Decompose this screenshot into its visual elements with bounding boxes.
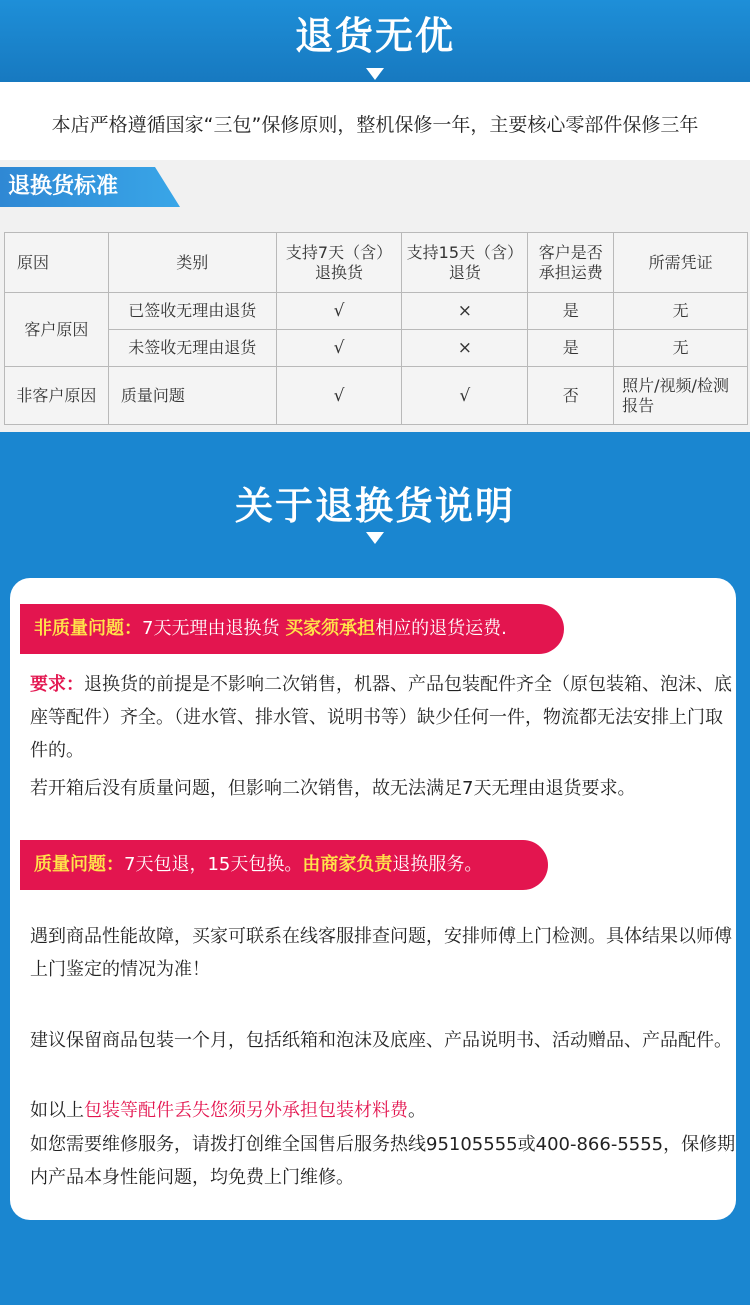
- table-row: [5, 367, 748, 425]
- row-proof: 照片/视频/检测 报告: [614, 367, 748, 425]
- header-proof: 所需凭证: [614, 233, 748, 293]
- quality-pill-text: [34, 840, 482, 890]
- row-proof: 无: [614, 293, 748, 330]
- header-7day: 支持7天（含） 退换货: [276, 233, 402, 293]
- down-triangle-icon: [366, 532, 384, 544]
- quality-bold: 由商家负责: [302, 854, 393, 875]
- non-quality-text: 7天无理由退换货: [142, 618, 286, 639]
- quality-paragraph: 遇到商品性能故障，买家可联系在线客服排查问题，安排师傅上门检测。具体结果以师傅上门鉴定的情况为准！: [30, 926, 732, 980]
- header-reason: 原因: [5, 233, 109, 293]
- row-15day: √: [402, 367, 528, 425]
- row-category: 已签收无理由退货: [108, 293, 276, 330]
- row-category: 质量问题: [108, 367, 276, 425]
- quality-text: 7天包退，15天包换。: [124, 854, 303, 875]
- down-triangle-icon: [366, 68, 384, 80]
- loss-warning: 包装等配件丢失您须另外承担包装材料费: [84, 1100, 408, 1121]
- row-15day: ×: [402, 330, 528, 367]
- row-freight: 否: [528, 367, 614, 425]
- packaging-loss-line: [30, 1094, 736, 1127]
- row-proof: 无: [614, 330, 748, 367]
- row-freight: 是: [528, 330, 614, 367]
- loss-suffix: 。: [408, 1100, 426, 1121]
- row-15day: ×: [402, 293, 528, 330]
- requirement-note: 若开箱后没有质量问题，但影响二次销售，故无法满足7天无理由退货要求。: [30, 778, 636, 799]
- row-freight: 是: [528, 293, 614, 330]
- header-category: 类别: [108, 233, 276, 293]
- header-15day: 支持15天（含） 退货: [402, 233, 528, 293]
- standard-ribbon-label: 退换货标准: [8, 174, 119, 199]
- group-non-customer: 非客户原因: [5, 367, 109, 425]
- return-standard-table: [4, 232, 748, 425]
- requirement-label: 要求：: [30, 674, 84, 695]
- row-7day: √: [276, 293, 402, 330]
- non-quality-pill: [20, 604, 564, 654]
- row-7day: √: [276, 367, 402, 425]
- non-quality-label: 非质量问题：: [34, 618, 142, 639]
- table-row: [5, 330, 748, 367]
- quality-text2: 退换服务。: [392, 854, 483, 875]
- non-quality-pill-text: [34, 604, 507, 654]
- repair-paragraph: 如您需要维修服务，请拨打创维全国售后服务热线95105555或400-866-5555，保修期内产品本身性能问题，均免费上门维修。: [30, 1134, 736, 1188]
- section-title-explain: 关于退换货说明: [234, 484, 515, 528]
- non-quality-text2: 相应的退货运费.: [375, 618, 507, 639]
- section-title-return: 退货无优: [294, 14, 455, 58]
- header-freight: 客户是否 承担运费: [528, 233, 614, 293]
- quality-pill: [20, 840, 548, 890]
- row-category: 未签收无理由退货: [108, 330, 276, 367]
- explanation-card: [10, 578, 736, 1220]
- requirement-text: 退换货的前提是不影响二次销售，机器、产品包装配件齐全（原包装箱、泡沫、底座等配件）齐全。（进水管、排水管、说明书等）缺少任何一件，物流都无法安排上门取件的。: [30, 674, 732, 761]
- quality-label: 质量问题：: [34, 854, 124, 875]
- table-row: [5, 293, 748, 330]
- requirement-paragraph: [30, 668, 736, 767]
- row-7day: √: [276, 330, 402, 367]
- group-customer: 客户原因: [5, 293, 109, 367]
- loss-prefix: 如以上: [30, 1100, 84, 1121]
- non-quality-bold: 买家须承担: [285, 618, 376, 639]
- warranty-policy-text: 本店严格遵循国家“三包”保修原则，整机保修一年，主要核心零部件保修三年: [51, 114, 699, 136]
- table-header-row: [5, 233, 748, 293]
- packaging-paragraph: 建议保留商品包装一个月，包括纸箱和泡沫及底座、产品说明书、活动赠品、产品配件。: [30, 1030, 732, 1051]
